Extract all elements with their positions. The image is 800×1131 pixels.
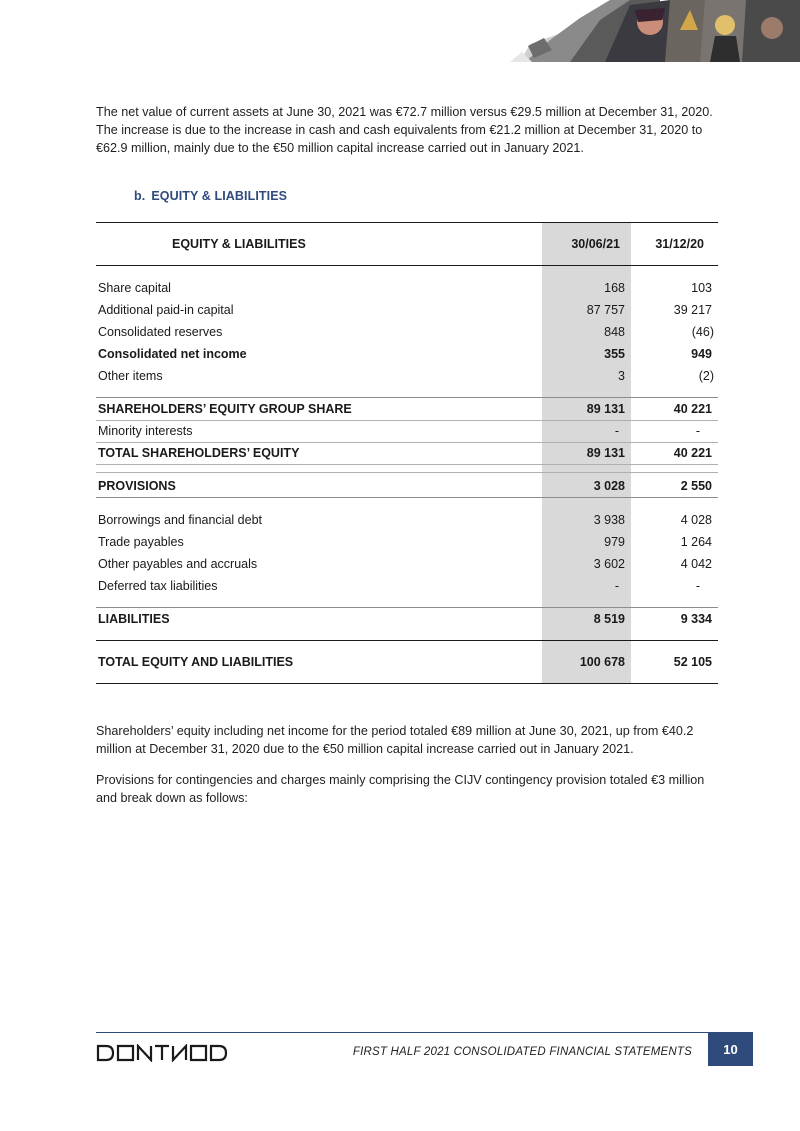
header-label: EQUITY & LIABILITIES xyxy=(172,237,306,251)
row-value-2020: 1 264 xyxy=(680,535,712,549)
table-row xyxy=(96,300,718,320)
table-row xyxy=(96,421,718,441)
row-value-2020: - xyxy=(695,424,700,438)
row-value-2020: (46) xyxy=(691,325,714,339)
row-value-2021: 979 xyxy=(604,535,625,549)
table-rule xyxy=(96,397,718,398)
table-row xyxy=(96,576,718,596)
row-label: Share capital xyxy=(98,281,171,295)
row-label: SHAREHOLDERS’ EQUITY GROUP SHARE xyxy=(98,402,352,416)
table-rule xyxy=(96,472,718,473)
row-value-2020: 103 xyxy=(691,281,712,295)
table-row xyxy=(96,532,718,552)
row-value-2021: 3 028 xyxy=(593,479,625,493)
table-row xyxy=(96,399,718,419)
header-artwork-banner xyxy=(510,0,800,62)
row-value-2020: 2 550 xyxy=(680,479,712,493)
table-row xyxy=(96,322,718,342)
row-label: Consolidated reserves xyxy=(98,325,223,339)
row-value-2021: - xyxy=(614,424,619,438)
section-number: b. xyxy=(134,189,146,203)
provisions-paragraph: Provisions for contingencies and charges mainly comprising the CIJV contingency provision totaled €3 million and break down as follows: xyxy=(96,773,705,805)
page-number: 10 xyxy=(708,1033,753,1066)
table-row xyxy=(96,344,718,364)
intro-paragraph: The net value of current assets at June 30, 2021 was €72.7 million versus €29.5 million at December 31, 2020. The increase is due to the increase in cash and cash equivalents from €21.2 million at December 31, 2020 to €62.9 million, mainly due to the €50 million capital increase carried out in January 2021. xyxy=(96,105,713,155)
table-row xyxy=(96,278,718,298)
table-header-row xyxy=(96,234,718,254)
row-value-2020: 40 221 xyxy=(673,402,712,416)
row-label: TOTAL SHAREHOLDERS’ EQUITY xyxy=(98,446,300,460)
equity-liabilities-table xyxy=(96,222,718,684)
row-value-2021: - xyxy=(614,579,619,593)
footer-title: FIRST HALF 2021 CONSOLIDATED FINANCIAL STATEMENTS xyxy=(352,1046,692,1058)
row-value-2020: 52 105 xyxy=(673,655,712,669)
row-value-2021: 168 xyxy=(604,281,625,295)
row-label: Minority interests xyxy=(98,424,193,438)
equity-paragraph: Shareholders’ equity including net income for the period totaled €89 million at June 30, 2021, up from €40.2 million at December 31, 2020 due to the €50 million capital increase carried out in January 2021. xyxy=(96,724,694,756)
row-value-2021: 3 938 xyxy=(593,513,625,527)
header-col-2020: 31/12/20 xyxy=(655,237,704,251)
row-label: LIABILITIES xyxy=(98,612,170,626)
table-rule xyxy=(96,640,718,641)
table-rule xyxy=(96,497,718,498)
row-label: PROVISIONS xyxy=(98,479,176,493)
row-label: Borrowings and financial debt xyxy=(98,513,262,527)
row-value-2020: 4 028 xyxy=(680,513,712,527)
row-label: Trade payables xyxy=(98,535,184,549)
table-top-rule xyxy=(96,222,718,223)
row-value-2021: 100 678 xyxy=(579,655,625,669)
row-label: Other payables and accruals xyxy=(98,557,258,571)
row-value-2020: 949 xyxy=(691,347,712,361)
row-value-2021: 87 757 xyxy=(586,303,625,317)
row-label: Additional paid-in capital xyxy=(98,303,234,317)
footer-rule xyxy=(96,1032,753,1033)
table-row xyxy=(96,510,718,530)
table-row-total xyxy=(96,652,718,672)
row-value-2021: 355 xyxy=(604,347,625,361)
table-row xyxy=(96,609,718,629)
row-value-2021: 848 xyxy=(604,325,625,339)
header-bottom-rule xyxy=(96,265,718,266)
row-value-2020: 39 217 xyxy=(673,303,712,317)
table-row xyxy=(96,443,718,463)
row-value-2020: 40 221 xyxy=(673,446,712,460)
row-value-2021: 89 131 xyxy=(586,402,625,416)
row-value-2020: 9 334 xyxy=(680,612,712,626)
row-value-2021: 3 602 xyxy=(593,557,625,571)
row-value-2020: - xyxy=(695,579,700,593)
table-rule xyxy=(96,464,718,465)
dontnod-logo xyxy=(96,1044,236,1067)
row-value-2021: 8 519 xyxy=(593,612,625,626)
table-row xyxy=(96,476,718,496)
header-col-2021: 30/06/21 xyxy=(571,237,620,251)
row-value-2021: 89 131 xyxy=(586,446,625,460)
table-row xyxy=(96,554,718,574)
row-label: Consolidated net income xyxy=(98,347,247,361)
section-heading xyxy=(134,189,287,203)
row-value-2020: 4 042 xyxy=(680,557,712,571)
row-label: Deferred tax liabilities xyxy=(98,579,218,593)
table-bottom-rule xyxy=(96,683,718,684)
row-value-2020: (2) xyxy=(698,369,714,383)
row-value-2021: 3 xyxy=(618,369,625,383)
table-row xyxy=(96,366,718,386)
row-label: Other items xyxy=(98,369,163,383)
table-rule xyxy=(96,607,718,608)
section-title: EQUITY & LIABILITIES xyxy=(151,189,288,203)
row-label: TOTAL EQUITY AND LIABILITIES xyxy=(98,655,294,669)
logo-text xyxy=(236,1044,237,1045)
